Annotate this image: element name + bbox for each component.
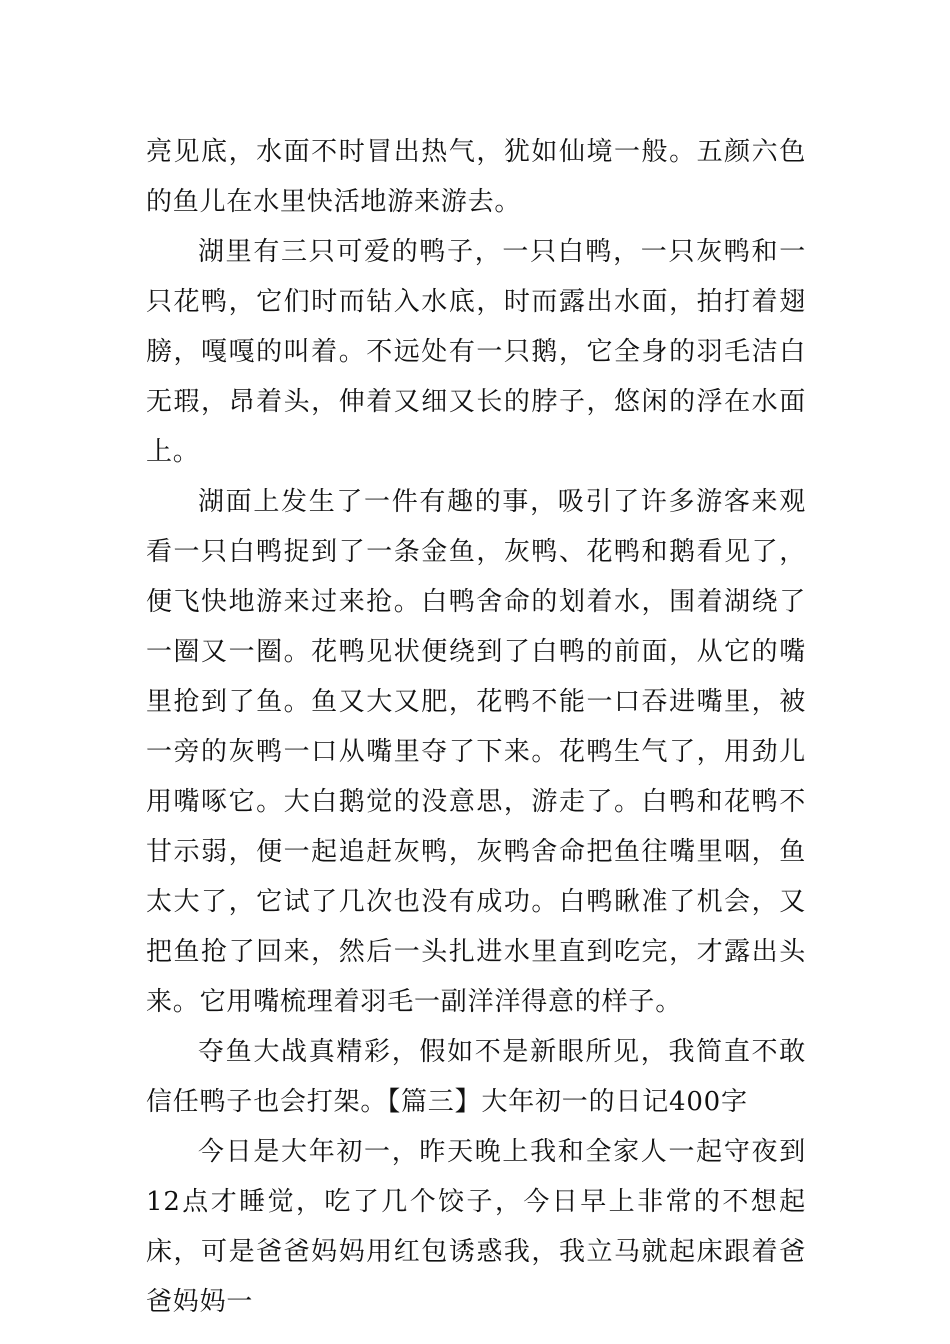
paragraph-3: 湖面上发生了一件有趣的事，吸引了许多游客来观看一只白鸭捉到了一条金鱼，灰鸭、花鸭和鹅看见了，便飞快地游来过来抢。白鸭舍命的划着水，围着湖绕了一圈又一圈。花鸭见状便绕到了白鸭的前面，从它的嘴里抢到了鱼。鱼又大又肥，花鸭不能一口吞进嘴里，被一旁的灰鸭一口从嘴里夺了下来。花鸭生气了，用劲儿用嘴啄它。大白鹅觉的没意思，游走了。白鸭和花鸭不甘示弱，便一起追赶灰鸭，灰鸭舍命把鱼往嘴里咽，鱼太大了，它试了几次也没有成功。白鸭瞅准了机会，又把鱼抢了回来，然后一头扎进水里直到吃完，才露出头来。它用嘴梳理着羽毛一副洋洋得意的样子。 bbox=[146, 487, 806, 1017]
paragraph-5: 今日是大年初一，昨天晚上我和全家人一起守夜到12点才睡觉，吃了几个饺子，今日早上非常的不想起床，可是爸爸妈妈用红包诱惑我，我立马就起床跟着爸爸妈妈一 bbox=[146, 1137, 806, 1317]
paragraph-2: 湖里有三只可爱的鸭子，一只白鸭，一只灰鸭和一只花鸭，它们时而钻入水底，时而露出水面，拍打着翅膀，嘎嘎的叫着。不远处有一只鹅，它全身的羽毛洁白无瑕，昂着头，伸着又细又长的脖子，悠闲的浮在水面上。 bbox=[146, 237, 806, 467]
paragraph-4: 夺鱼大战真精彩，假如不是新眼所见，我简直不敢信任鸭子也会打架。【篇三】大年初一的日记400字 bbox=[146, 1037, 806, 1117]
paragraph-1: 亮见底，水面不时冒出热气，犹如仙境一般。五颜六色的鱼儿在水里快活地游来游去。 bbox=[146, 137, 806, 217]
document-page bbox=[146, 127, 806, 1327]
